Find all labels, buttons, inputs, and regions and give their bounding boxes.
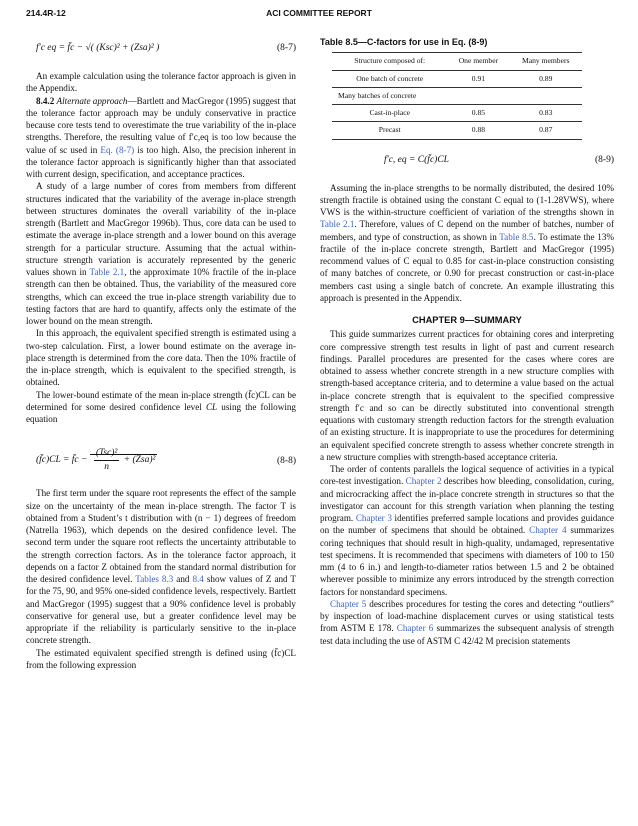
paragraph-text: identifies preferred sample locations and provides guidance on the number of specimens that should be obtained. <box>320 513 614 536</box>
right-column <box>320 36 614 647</box>
table-2-1-link[interactable]: Table 2.1 <box>320 219 355 230</box>
table-8-4-link[interactable]: 8.4 <box>192 574 204 584</box>
chapter-3-link[interactable]: Chapter 3 <box>355 513 392 523</box>
table-row <box>332 70 582 87</box>
table-cell: 0.91 <box>447 70 509 87</box>
committee-title: ACI COMMITTEE REPORT <box>266 8 372 18</box>
paragraph <box>26 487 296 646</box>
fraction-numerator: (Tsc)² <box>94 447 120 460</box>
table-cell: 0.88 <box>447 122 509 139</box>
table-8-5-title: Table 8.5—C-factors for use in Eq. (8-9) <box>320 37 488 47</box>
running-header <box>26 8 612 22</box>
paragraph-text: summarizes coring techniques that should result in high-quality, undamaged, representative test specimens. It is recommended that specimens with diameters of 100 to 150 mm (4 to 6 in.) and length-to-diameter ratios between 1.5 and 2 be obtained wherever possible to minimize any errors introduced by the strength correction factors for nonstandard specimens. <box>320 525 615 597</box>
table-cell <box>509 87 582 104</box>
paragraph <box>26 180 296 327</box>
equation-8-7-number: (8-7) <box>277 43 296 53</box>
paragraph: In this approach, the equivalent specified strength is estimated using a two-step calculation. First, a lower bound estimate on the average in-place strength is determined from the core data. Then the 10% fractile of the in-place strength, which is equivalent to the specified strength, is obtained. <box>26 328 296 388</box>
table-cell: One batch of concrete <box>332 70 447 87</box>
table-8-5-link[interactable]: Table 8.5 <box>499 231 534 242</box>
paragraph-text: summarizes the subsequent analysis of strength test data including the use of ASTM C 42/42 M precision statements <box>320 623 614 646</box>
table-header-cell: Many members <box>509 53 582 70</box>
chapter-6-link[interactable]: Chapter 6 <box>396 623 434 634</box>
chapter-9-heading: CHAPTER 9—SUMMARY <box>412 315 522 325</box>
table-cell: 0.85 <box>447 105 509 122</box>
paragraph-text: is too high. Also, the precision inherent in the tolerance factor approach is significantly higher than that associated with current design, specification, and acceptance practices. <box>26 144 296 179</box>
paragraph-text: The first term under the square root represents the effect of the sample size on the uncertainty of the mean in-place strength. The factor T is obtained from a Student’s t distribution with (n − 1) degrees of freedom (Natrella 1963), which depends on the desired confidence level. The second term under the square root reflects the uncertainty attributable to the strength correction factors. As in the tolerance factor approach, it depends on a factor Z obtained from the standard normal distribution for the desired confidence level. <box>26 488 296 584</box>
table-cell: 0.89 <box>509 70 582 87</box>
conjunction: and <box>173 574 193 584</box>
paragraph-text: The order of contents parallels the logical sequence of activities in a typical core-test investigation. <box>320 464 614 487</box>
paragraph-text: , the approximate 10% fractile of the in-place strength can then be obtained. Thus, the variability of the measured core strengths, which can exceed the true in-place strength variability due to testing factors that are hard to quantify, affects only the estimate of the lower bound on the mean strength. <box>26 267 297 326</box>
equation-8-7-formula: f′c eq = f̄c − √( (Ksc)² + (Zsa)² ) <box>36 43 160 53</box>
table-8-3-link[interactable]: Tables 8.3 <box>135 574 174 584</box>
eq-8-8-lhs: (f̄c)CL = f̄c − <box>36 455 88 466</box>
paragraph: The estimated equivalent specified strength is defined using (f̄c)CL from the following expression <box>26 647 296 670</box>
equation-8-7 <box>26 34 296 64</box>
paragraph <box>26 389 296 426</box>
chapter-2-link[interactable]: Chapter 2 <box>405 476 442 487</box>
eq-8-8-rhs: + (Zsa)² <box>123 455 156 466</box>
confidence-level-symbol: CL <box>205 401 218 412</box>
table-cell: 0.83 <box>509 105 582 122</box>
fraction <box>94 447 120 473</box>
paragraph-text: —Bartlett and MacGregor (1995) suggest that the tolerance factor approach may be unduly conservative in practice because core tests tend to overestimate the true variability of the in-place strengths. Therefore, the resulting value of f′c,eq is too low because the value of sc used in <box>26 95 297 155</box>
paragraph-text: describes how bleeding, consolidation, curing, and microcracking affect the in-place concrete strength in structures so that the investigator can account for this strength variation when planning the testing program. <box>320 476 614 523</box>
table-row <box>332 122 582 139</box>
section-8-4-2 <box>26 95 296 181</box>
paragraph: An example calculation using the tolerance factor approach is given in the Appendix. <box>26 71 296 94</box>
table-header-cell: One member <box>447 53 509 70</box>
table-cell: Cast-in-place <box>332 105 447 122</box>
chapter-5-link[interactable]: Chapter 5 <box>330 598 367 609</box>
paragraph <box>320 182 614 305</box>
square-root <box>90 448 158 472</box>
paragraph-text: using the following equation <box>26 401 296 424</box>
table-cell: Precast <box>332 122 447 139</box>
paragraph: This guide summarizes current practices for obtaining cores and interpreting core compressive strength test results in light of past and current research findings. Parallel procedures are presented for the cases where cores are obtained to assess whether concrete strength in a new structure complies with strength-based acceptance criteria, and to determine a value based on the actual in-place concrete strength that is equivalent to the specified compressive strength f′c and so can be directly substituted into conventional strength equations with customary strength reduction factors for the strength evaluation of an existing structure. It is inappropriate to use the procedures for determining an equivalent specified concrete strength to assess whether concrete strength in a new structure complies with strength-based acceptance criteria. <box>320 329 614 462</box>
equation-8-9-formula: f′c, eq = C(f̄c)CL <box>384 154 449 165</box>
equation-8-8-number: (8-8) <box>277 456 296 467</box>
section-number: 8.4.2 <box>36 95 55 106</box>
table-header-cell: Structure composed of: <box>332 53 447 70</box>
paragraph-text: Assuming the in-place strengths to be normally distributed, the desired 10% strength fractile is obtained using the constant C equal to (1-1.28VWS), where VWS is the within-structure coefficient of variation of the strengths shown in <box>320 182 614 217</box>
c-factor-table <box>332 52 582 139</box>
chapter-4-link[interactable]: Chapter 4 <box>529 525 567 536</box>
paragraph-text: . Therefore, values of C depend on the number of batches, number of members, and type of construction, as shown in <box>320 219 615 242</box>
equation-8-8-formula <box>36 447 157 473</box>
paragraph-text: A study of a large number of cores from members from different structures indicated that the variability of the average in-place strength between structures dominates the overall variability of the in-place strength (Bartlett and MacGregor 1996b). Thus, core data can be used to estimate the average in-place strength and a lower bound on this average strength for a particular structure. Assuming that the actual within-structure strength variation is accurately represented by the generic values shown in <box>26 181 296 277</box>
table-row <box>332 105 582 122</box>
table-2-1-link[interactable]: Table 2.1 <box>89 267 125 277</box>
paragraph-text: show values of Z and T for the 75, 90, and 95% one-sided confidence levels, respectively. Bartlett and MacGregor (1995) suggest that a 90% confidence level is probably conservative for general use, but a greater confidence level may be appropriate if the reliability is particularly sensitive to the in-place concrete strength. <box>26 574 297 646</box>
paragraph <box>320 463 614 598</box>
table-group-label: Many batches of concrete <box>332 87 447 104</box>
left-column <box>26 43 297 671</box>
paragraph <box>320 598 614 647</box>
table-cell <box>447 87 509 104</box>
table-header-row <box>332 53 582 70</box>
table-group-row <box>332 87 582 104</box>
paragraph-text: describes procedures for testing the cores and detecting “outliers” by inspection of load-machine displacement curves or using statistical tests from ASTM E 178. <box>320 598 614 634</box>
equation-8-8 <box>26 437 296 477</box>
equation-8-9 <box>320 146 614 176</box>
paragraph-text: The lower-bound estimate of the mean in-place strength (f̄c)CL can be determined for some desired confidence level <box>26 389 296 412</box>
table-cell: 0.87 <box>509 122 582 139</box>
eq-8-7-link[interactable]: Eq. (8-7) <box>100 144 135 155</box>
paragraph-text: . To estimate the 13% fractile of the in-place concrete strength, Bartlett and MacGregor (1995) recommend values of C equal to 0.85 for cast-in-place construction consisting of many batches of concrete, or 0.90 for precast construction or cast-in-place members cast using a single batch of concrete. An example illustrating this approach is presented in the Appendix. <box>320 231 614 303</box>
equation-8-9-number: (8-9) <box>595 154 614 165</box>
page-code: 214.4R-12 <box>26 8 66 18</box>
section-title: Alternate approach <box>56 95 128 106</box>
fraction-denominator: n <box>104 461 109 472</box>
